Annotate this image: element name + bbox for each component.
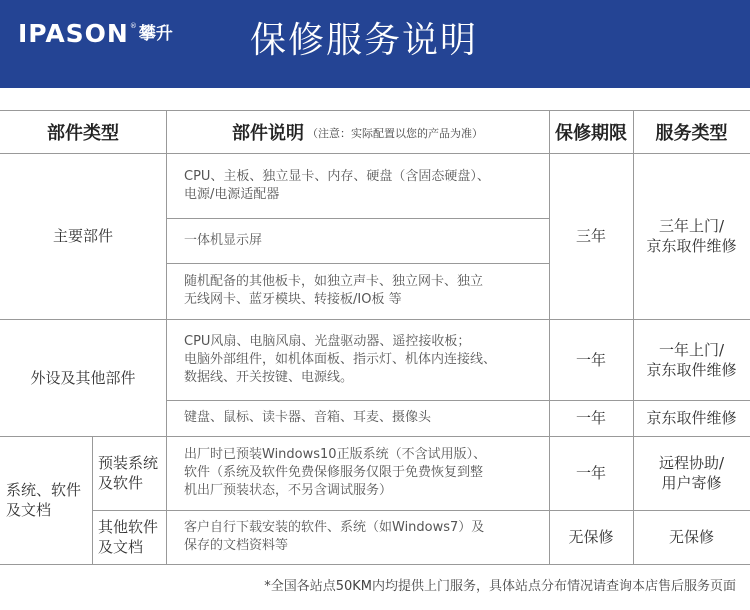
period-value: 一年 [575,464,606,482]
desc-line: 客户自行下载安装的软件、系统（如Windows7）及 [184,520,485,535]
desc-peripherals-row-2 [166,400,549,436]
column-divider [633,110,634,565]
header-parts-type-label: 部件类型 [47,122,119,144]
table-bottom-border [0,564,750,565]
desc-line: 一体机显示屏 [184,232,263,248]
period-peripherals-row-1 [549,319,633,400]
desc-line: 电脑外部组件，如机体面板、指示灯、机体内连接线、 [184,351,497,367]
brand-chinese-name: 攀升 [138,24,173,44]
service-peripherals-row-2 [633,400,750,436]
group-divider [0,319,750,320]
desc-line: 数据线、开关按键、电源线。 [184,369,354,385]
subgroup-other-software [92,510,166,564]
desc-line: CPU风扇、电脑风扇、光盘驱动器、遥控接收板； [184,333,471,349]
desc-line: 机出厂预装状态，不另含调试服务） [184,483,393,498]
group-system-software [0,436,92,564]
row-divider [166,218,549,219]
desc-line: 电源/电源适配器 [184,186,280,202]
desc-main-parts-row-3 [166,263,549,319]
subgroup-preinstalled [92,436,166,510]
row-divider [92,510,750,511]
desc-line: CPU、主板、独立显卡、内存、硬盘（含固态硬盘）、 [184,168,490,184]
header-warranty-period-label: 保修期限 [555,122,627,144]
column-divider [549,110,550,565]
desc-line: 随机配备的其他板卡，如独立声卡、独立网卡、独立 [184,274,484,289]
service-line: 三年上门/ [658,217,725,235]
brand-logo [18,20,173,48]
service-other-software [633,510,750,564]
header-service-type [633,110,750,153]
desc-line: 出厂时已预装Windows10正版系统（不含试用版）、 [184,447,487,462]
header-parts-type [0,110,166,153]
column-divider [92,436,93,565]
desc-main-parts-row-2 [166,218,549,263]
desc-other-software [166,510,549,564]
group-system-label-line: 系统、软件 [6,481,82,499]
header-warranty-period [549,110,633,153]
header-parts-desc [166,110,549,153]
period-value: 一年 [575,350,606,369]
period-other-software [549,510,633,564]
registered-mark: ® [129,22,137,30]
footnote: *全国各站点50KM内均提供上门服务，具体站点分布情况请查询本店售后服务页面 [264,579,736,594]
subgroup-label-line: 及软件 [98,474,144,492]
subgroup-label-line: 预装系统 [98,454,159,472]
period-main-parts [549,153,633,319]
period-value: 无保修 [568,528,614,546]
service-preinstalled [633,436,750,510]
service-line: 用户寄修 [661,474,722,492]
table-top-border [0,110,750,111]
group-main-parts-label: 主要部件 [52,227,113,245]
period-value: 一年 [575,409,606,427]
service-line: 无保修 [668,528,714,546]
service-line: 远程协助/ [658,454,725,472]
subgroup-label-line: 及文档 [98,538,144,556]
desc-preinstalled [166,436,549,510]
service-line: 京东取件维修 [646,409,737,427]
header-service-type-label: 服务类型 [655,122,728,144]
desc-line: 无线网卡、蓝牙模块、转接板/IO板 等 [184,292,402,307]
desc-line: 软件（系统及软件免费保修服务仅限于免费恢复到整 [184,465,484,480]
desc-line: 键盘、鼠标、读卡器、音箱、耳麦、摄像头 [184,410,432,425]
group-system-label-line: 及文档 [6,501,52,519]
service-peripherals-row-1 [633,319,750,400]
service-line: 一年上门/ [658,340,725,359]
group-peripherals [0,319,166,436]
header-bottom-border [0,153,750,154]
group-main-parts [0,153,166,319]
period-preinstalled [549,436,633,510]
header-parts-desc-label: 部件说明 [232,122,304,144]
period-value: 三年 [575,227,606,245]
row-divider [166,263,549,264]
header-parts-desc-note: （注意：实际配置以您的产品为准） [307,127,483,140]
column-divider [166,110,167,565]
service-line: 京东取件维修 [646,237,737,255]
header-banner [0,0,750,88]
brand-wordmark: IPASON [18,19,129,48]
desc-line: 保存的文档资料等 [184,538,289,553]
period-peripherals-row-2 [549,400,633,436]
desc-peripherals-row-1 [166,319,549,400]
row-divider [166,400,750,401]
service-line: 京东取件维修 [646,360,737,379]
group-divider [0,436,750,437]
desc-main-parts-row-1 [166,153,549,218]
group-peripherals-label: 外设及其他部件 [30,368,136,387]
subgroup-label-line: 其他软件 [98,518,159,536]
page-title: 保修服务说明 [250,20,479,61]
service-main-parts [633,153,750,319]
